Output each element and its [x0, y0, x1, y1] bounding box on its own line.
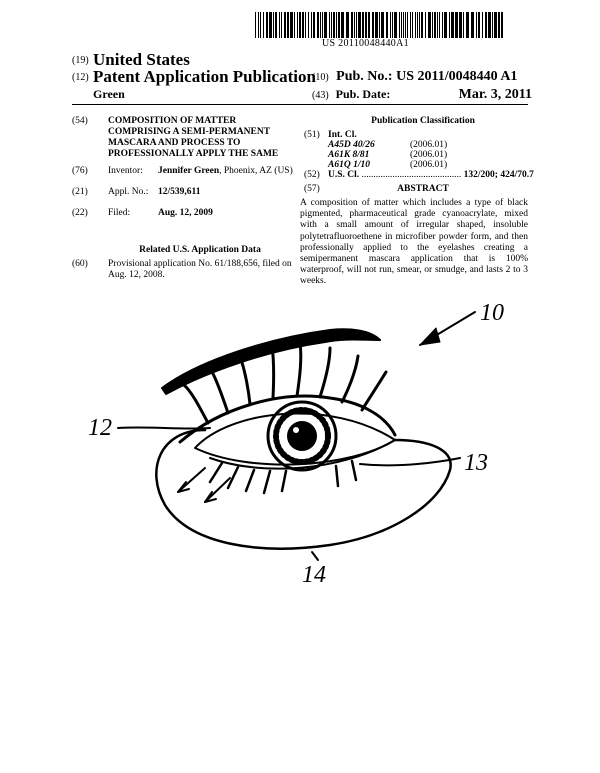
filed-code: (22)	[72, 208, 88, 218]
barcode-bar	[302, 12, 304, 38]
uscl-value: 132/200; 424/70.7	[463, 170, 534, 180]
fig-label-14: 14	[302, 562, 326, 588]
classification-heading: Publication Classification	[371, 116, 475, 126]
eyebrow	[162, 329, 380, 394]
barcode-bar	[399, 12, 400, 38]
barcode-bar	[322, 12, 323, 38]
barcode-bar	[381, 12, 384, 38]
barcode-bar	[305, 12, 306, 38]
inventor-place: , Phoenix, AZ (US)	[219, 166, 293, 176]
barcode-bar	[260, 12, 261, 38]
barcode-bar	[492, 12, 493, 38]
barcode-bar	[313, 12, 315, 38]
barcode-bar	[379, 12, 380, 38]
barcode-bar	[365, 12, 367, 38]
barcode-bar	[485, 12, 487, 38]
barcode-bar	[356, 12, 357, 38]
barcode-number: US 20110048440A1	[322, 38, 409, 49]
barcode-bar	[266, 12, 268, 38]
uscl-code: (52)	[304, 170, 320, 180]
barcode-bar	[255, 12, 256, 38]
barcode-bar	[401, 12, 402, 38]
barcode-bar	[405, 12, 406, 38]
barcode-bar	[351, 12, 353, 38]
barcode-bar	[407, 12, 408, 38]
barcode-bar	[449, 12, 450, 38]
uscl-dots: ..........................................	[361, 170, 462, 180]
pubno-code: (10)	[312, 72, 329, 83]
abstract-heading: ABSTRACT	[397, 184, 449, 194]
inventor-label: Inventor:	[108, 166, 143, 176]
filed-value: Aug. 12, 2009	[158, 208, 213, 218]
barcode-bar	[372, 12, 374, 38]
barcode-bar	[294, 12, 295, 38]
barcode-bar	[329, 12, 330, 38]
appl-label: Appl. No.:	[108, 187, 149, 197]
fig-label-13: 13	[464, 450, 488, 476]
appl-code: (21)	[72, 187, 88, 197]
barcode-bar	[439, 12, 440, 38]
filed-label: Filed:	[108, 208, 131, 218]
patent-title: COMPOSITION OF MATTER COMPRISING A SEMI-PERMANENT MASCARA AND PROCESS TO PROFESSIONALLY APPLY THE SAME	[108, 116, 279, 159]
barcode-bar	[308, 12, 309, 38]
barcode-bar	[428, 12, 431, 38]
barcode-bar	[488, 12, 491, 38]
barcode-bar	[476, 12, 477, 38]
barcode-bar	[263, 12, 264, 38]
barcode-bar	[394, 12, 397, 38]
barcode-bar	[341, 12, 344, 38]
barcode-bar	[421, 12, 423, 38]
barcode-bar	[346, 12, 349, 38]
uscl-label: U.S. Cl.	[328, 170, 360, 180]
barcode-bar	[498, 12, 500, 38]
leader-10-arrowhead	[420, 328, 440, 345]
leader-12	[118, 427, 210, 428]
barcode-bar	[299, 12, 301, 38]
eye-figure	[0, 290, 600, 610]
pubdate-label: Pub. Date:	[335, 87, 391, 101]
barcode-bar	[471, 12, 474, 38]
barcode	[255, 12, 505, 38]
prov-code: (60)	[72, 259, 88, 269]
abstract-text: A composition of matter which includes a type of black pigmented, pharmaceutical grade cyanoacrylate, mixed with a small amount of irregular shaped, insoluble polytetrafluoroethene in microfiber powder form, and then professionally applied to the eyelashes creating a semipermanent mascara application that is 100% waterproof, will not run, smear, or smudge, and lasts 2 to 3 weeks.	[300, 198, 528, 287]
barcode-bar	[258, 12, 259, 38]
provisional-text: Provisional application No. 61/188,656, filed on Aug. 12, 2008.	[108, 259, 292, 280]
fig-label-12: 12	[88, 415, 112, 441]
barcode-bar	[333, 12, 335, 38]
barcode-bar	[284, 12, 286, 38]
class-code: A61Q 1/10	[328, 160, 370, 170]
barcode-bar	[368, 12, 370, 38]
barcode-bar	[287, 12, 289, 38]
barcode-bar	[336, 12, 337, 38]
barcode-bar	[338, 12, 340, 38]
uscl-line	[328, 170, 534, 180]
barcode-bar	[269, 12, 272, 38]
barcode-bar	[425, 12, 426, 38]
barcode-bar	[386, 12, 388, 38]
barcode-bar	[354, 12, 355, 38]
barcode-bar	[290, 12, 293, 38]
pupil	[287, 421, 317, 451]
header-rule	[72, 104, 528, 105]
class-code: A61K 8/81	[328, 150, 370, 160]
barcode-bar	[501, 12, 503, 38]
upper-lashes	[184, 342, 386, 423]
barcode-bar	[459, 12, 462, 38]
barcode-bar	[419, 12, 420, 38]
barcode-bar	[331, 12, 332, 38]
publication-date	[312, 87, 532, 102]
leader-13	[360, 458, 460, 465]
barcode-bar	[463, 12, 464, 38]
barcode-bar	[417, 12, 418, 38]
fig-label-10: 10	[480, 300, 504, 326]
barcode-bar	[455, 12, 458, 38]
barcode-bar	[494, 12, 497, 38]
inventor-code: (76)	[72, 166, 88, 176]
barcode-bar	[392, 12, 393, 38]
intcl-label: Int. Cl.	[328, 130, 357, 140]
intcl-code: (51)	[304, 130, 320, 140]
barcode-bar	[478, 12, 480, 38]
publication-number	[312, 69, 517, 85]
barcode-bar	[281, 12, 282, 38]
barcode-bar	[444, 12, 447, 38]
pupil-highlight	[293, 427, 299, 433]
pubno-label: Pub. No.:	[336, 69, 393, 84]
inventor-info	[158, 166, 293, 176]
barcode-bar	[320, 12, 321, 38]
class-version: (2006.01)	[410, 140, 448, 150]
barcode-bar	[297, 12, 298, 38]
barcode-bar	[466, 12, 469, 38]
title-code: (54)	[72, 116, 88, 126]
pubdate-code: (43)	[312, 90, 329, 101]
barcode-bar	[482, 12, 483, 38]
leader-14	[312, 552, 318, 560]
publication-type: Patent Application Publication	[93, 67, 316, 86]
inventor-name: Jennifer Green	[158, 166, 220, 176]
barcode-bar	[442, 12, 443, 38]
barcode-bar	[403, 12, 404, 38]
barcode-bar	[324, 12, 327, 38]
barcode-bar	[437, 12, 438, 38]
barcode-bar	[362, 12, 364, 38]
inventor-surname: Green	[93, 87, 125, 101]
pubno-value: US 2011/0048440 A1	[396, 69, 518, 84]
barcode-bar	[275, 12, 277, 38]
barcode-bar	[432, 12, 433, 38]
barcode-bar	[358, 12, 361, 38]
barcode-bar	[317, 12, 319, 38]
class-version: (2006.01)	[410, 160, 448, 170]
direction-arrows	[178, 468, 230, 502]
abstract-code: (57)	[304, 184, 320, 194]
barcode-bar	[375, 12, 378, 38]
barcode-bar	[434, 12, 436, 38]
pubtype-code: (12)	[72, 72, 89, 83]
class-code: A45D 40/26	[328, 140, 375, 150]
country-code: (19)	[72, 55, 89, 66]
barcode-bar	[273, 12, 274, 38]
barcode-bar	[279, 12, 280, 38]
related-heading: Related U.S. Application Data	[139, 245, 261, 255]
appl-value: 12/539,611	[158, 187, 201, 197]
country: United States	[93, 50, 190, 69]
barcode-bar	[451, 12, 454, 38]
barcode-bar	[390, 12, 391, 38]
barcode-bar	[415, 12, 416, 38]
barcode-bar	[311, 12, 312, 38]
barcode-bar	[410, 12, 411, 38]
class-version: (2006.01)	[410, 150, 448, 160]
barcode-bar	[412, 12, 413, 38]
pubdate-value: Mar. 3, 2011	[458, 87, 532, 102]
